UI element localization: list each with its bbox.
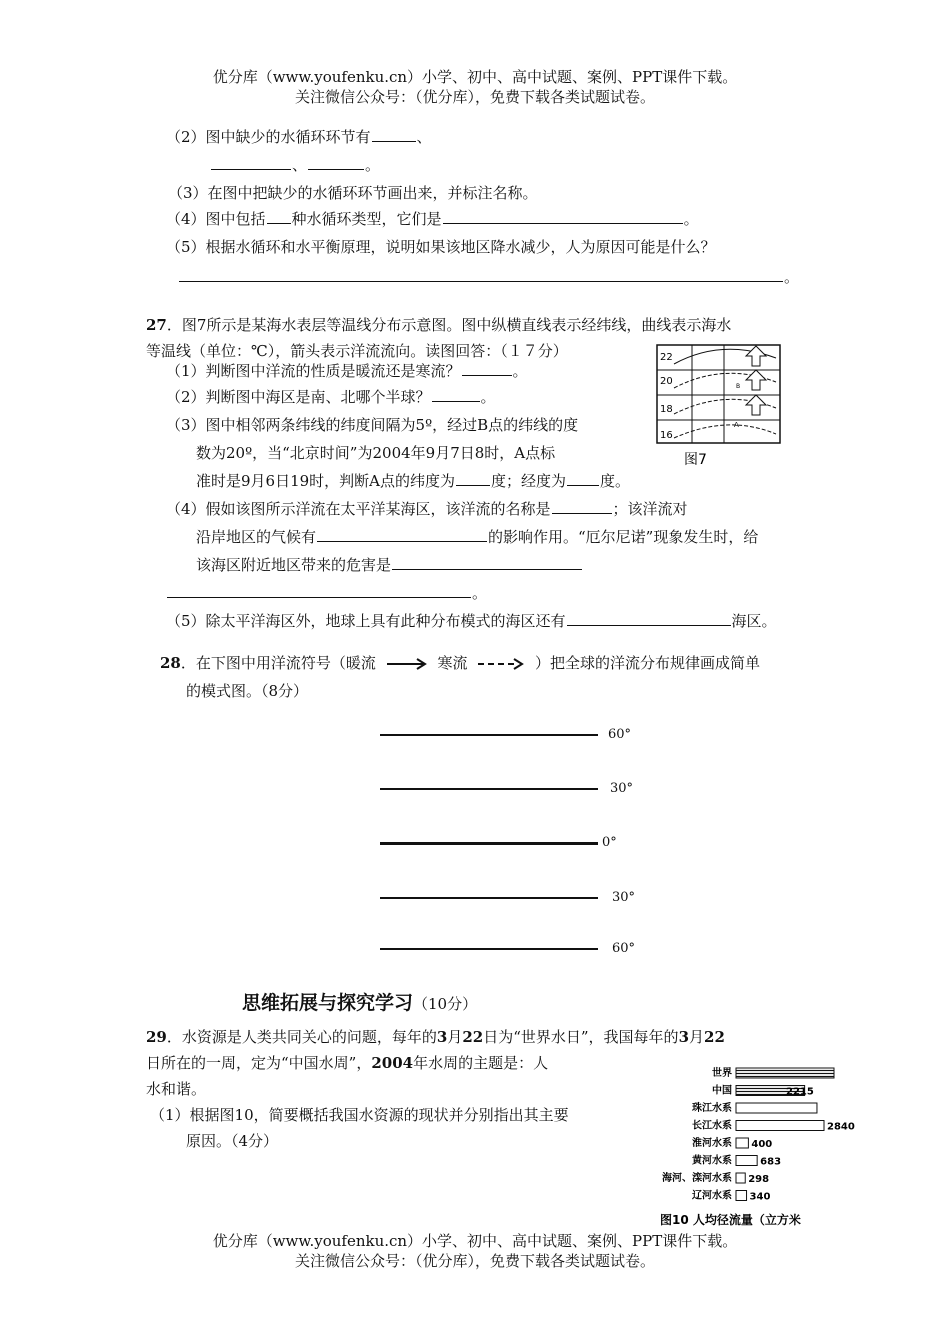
q26-part4: （4）图中包括 种水循环类型，它们是 。 [166,210,699,228]
bar-value-label: 400 [751,1139,773,1150]
bar-category-label: 珠江水系 [692,1103,732,1114]
q27-part4-line2: 沿岸地区的气候有 的影响作用。“厄尔尼诺”现象发生时，给 [196,528,759,546]
bar-0 [736,1068,834,1078]
bar-category-label: 黄河水系 [692,1155,732,1167]
bar-2 [736,1103,817,1113]
point-b-label: B [736,383,741,390]
answer-blank[interactable] [456,470,490,486]
q26-part2-line2: 、 。 [210,154,380,175]
q27-part1: （1）判断图中洋流的性质是暖流还是寒流？ 。 [166,362,528,380]
isotherm-label: 20 [660,376,673,387]
latitude-line [380,788,598,790]
latitude-label: 60° [608,727,632,742]
latitude-label: 30° [612,890,636,905]
section-title: 思维拓展与探究学习（10分） [242,992,478,1014]
isotherm-16 [674,425,776,438]
q26-part2: （2）图中缺少的水循环环节有 、 [166,128,432,146]
q26-part5: （5）根据水循环和水平衡原理，说明如果该地区降水减少，人为原因可能是什么？ [166,238,716,256]
q27-part2: （2）判断图中海区是南、北哪个半球？ 。 [166,388,496,406]
bar-category-label: 中国 [712,1085,732,1097]
answer-blank[interactable] [317,526,487,542]
figure-7-frame [657,345,780,443]
q26-part5-answer: 。 [178,266,799,287]
bar-category-label: 长江水系 [692,1120,732,1132]
bar-6 [736,1173,745,1183]
q29-line1: 29．水资源是人类共同关心的问题，每年的3月22日为“世界水日”，我国每年的3月22 [146,1028,725,1046]
latitude-line [380,897,598,899]
q29-line2: 日所在的一周，定为“中国水周”，2004年水周的主题是：人 [146,1054,549,1072]
q27-part3-line3: 准时是9月6日19时，判断A点的纬度为 度；经度为 度。 [196,472,631,490]
answer-blank[interactable] [308,154,364,170]
bar-value-label: 340 [749,1191,771,1203]
answer-blank[interactable] [432,386,480,402]
equator-line [380,842,598,845]
point-a-label: A [734,421,739,429]
q27-part4-line1: （4）假如该图所示洋流在太平洋某海区，该洋流的名称是 ；该洋流对 [166,500,688,518]
figure-7-caption: 图7 [684,452,707,468]
q29-part1-line2: 原因。（4分） [186,1132,279,1150]
q27-intro-2: 等温线（单位：℃），箭头表示洋流流向。读图回答：（１７分） [146,342,568,360]
bar-value-label: 298 [748,1174,770,1185]
current-arrows [746,346,766,415]
footer-line-1: 优分库（www.youfenku.cn）小学、初中、高中试题、案例、PPT课件下载。 [212,1232,738,1250]
figure-10-caption: 图10 人均径流量（立方米 [660,1213,801,1227]
bar-category-label: 世界 [712,1068,732,1079]
answer-blank[interactable] [552,498,612,514]
answer-blank[interactable] [167,582,471,598]
q27-part5: （5）除太平洋海区外，地球上具有此种分布模式的海区还有 海区。 [166,612,777,630]
q27-part4-line3: 该海区附近地区带来的危害是 [196,554,583,575]
bar-category-label: 淮河水系 [692,1138,732,1149]
latitude-line [380,734,598,736]
bar-value-label: 2215 [786,1086,814,1098]
q28-line1: 28．在下图中用洋流符号（暖流 寒流 ）把全球的洋流分布规律画成简单 [160,654,761,672]
bar-5 [736,1156,757,1166]
header-line-1: 优分库（www.youfenku.cn）小学、初中、高中试题、案例、PPT课件下载。 [212,68,738,86]
isotherm-label: 22 [660,352,673,363]
footer-line-2: 关注微信公众号：（优分库），免费下载各类试题试卷。 [294,1252,655,1270]
answer-blank[interactable] [211,154,291,170]
bar-3 [736,1121,824,1131]
q28-line2: 的模式图。（8分） [186,682,309,700]
latitude-label: 60° [612,941,636,956]
figure-7 [652,340,782,470]
q26-part3: （3）在图中把缺少的水循环环节画出来，并标注名称。 [168,184,538,202]
q27-part3-line2: 数为20º，当“北京时间”为2004年9月7日8时，A点标 [196,444,556,462]
latitude-label: 30° [610,781,634,796]
bar-category-label: 辽河水系 [692,1190,732,1202]
bar-4 [736,1138,748,1148]
warm-current-arrow-icon [385,657,429,671]
answer-blank[interactable] [179,266,783,282]
q29-part1: （1）根据图10，简要概括我国水资源的现状并分别指出其主要 [150,1106,569,1124]
latitude-line [380,948,598,950]
bar-category-label: 海河、滦河水系 [662,1173,732,1184]
arrow-up-icon [746,346,766,366]
answer-blank[interactable] [567,470,599,486]
answer-blank[interactable] [392,554,582,570]
bar-value-label: 2840 [827,1121,855,1133]
answer-blank[interactable] [567,610,731,626]
isotherm-label: 18 [660,404,673,415]
answer-blank[interactable] [462,360,512,376]
isotherm-label: 16 [660,430,673,441]
arrow-up-icon [746,395,766,415]
arrow-up-icon [746,370,766,390]
bar-7 [736,1191,747,1201]
q27-intro-1: 27．图7所示是某海水表层等温线分布示意图。图中纵横直线表示经纬线，曲线表示海水 [146,316,732,334]
q27-part4-line4: 。 [166,582,487,603]
answer-blank[interactable] [267,208,291,224]
header-line-2: 关注微信公众号：（优分库），免费下载各类试题试卷。 [294,88,655,106]
bar-value-label: 683 [760,1156,782,1168]
answer-blank[interactable] [372,126,416,142]
figure-10-chart [630,1060,855,1230]
cold-current-arrow-icon [476,657,526,671]
q27-part3-line1: （3）图中相邻两条纬线的纬度间隔为5º，经过B点的纬线的度 [166,416,579,434]
q29-line3: 水和谐。 [146,1080,207,1098]
answer-blank[interactable] [443,208,683,224]
latitude-label: 0° [602,835,617,850]
